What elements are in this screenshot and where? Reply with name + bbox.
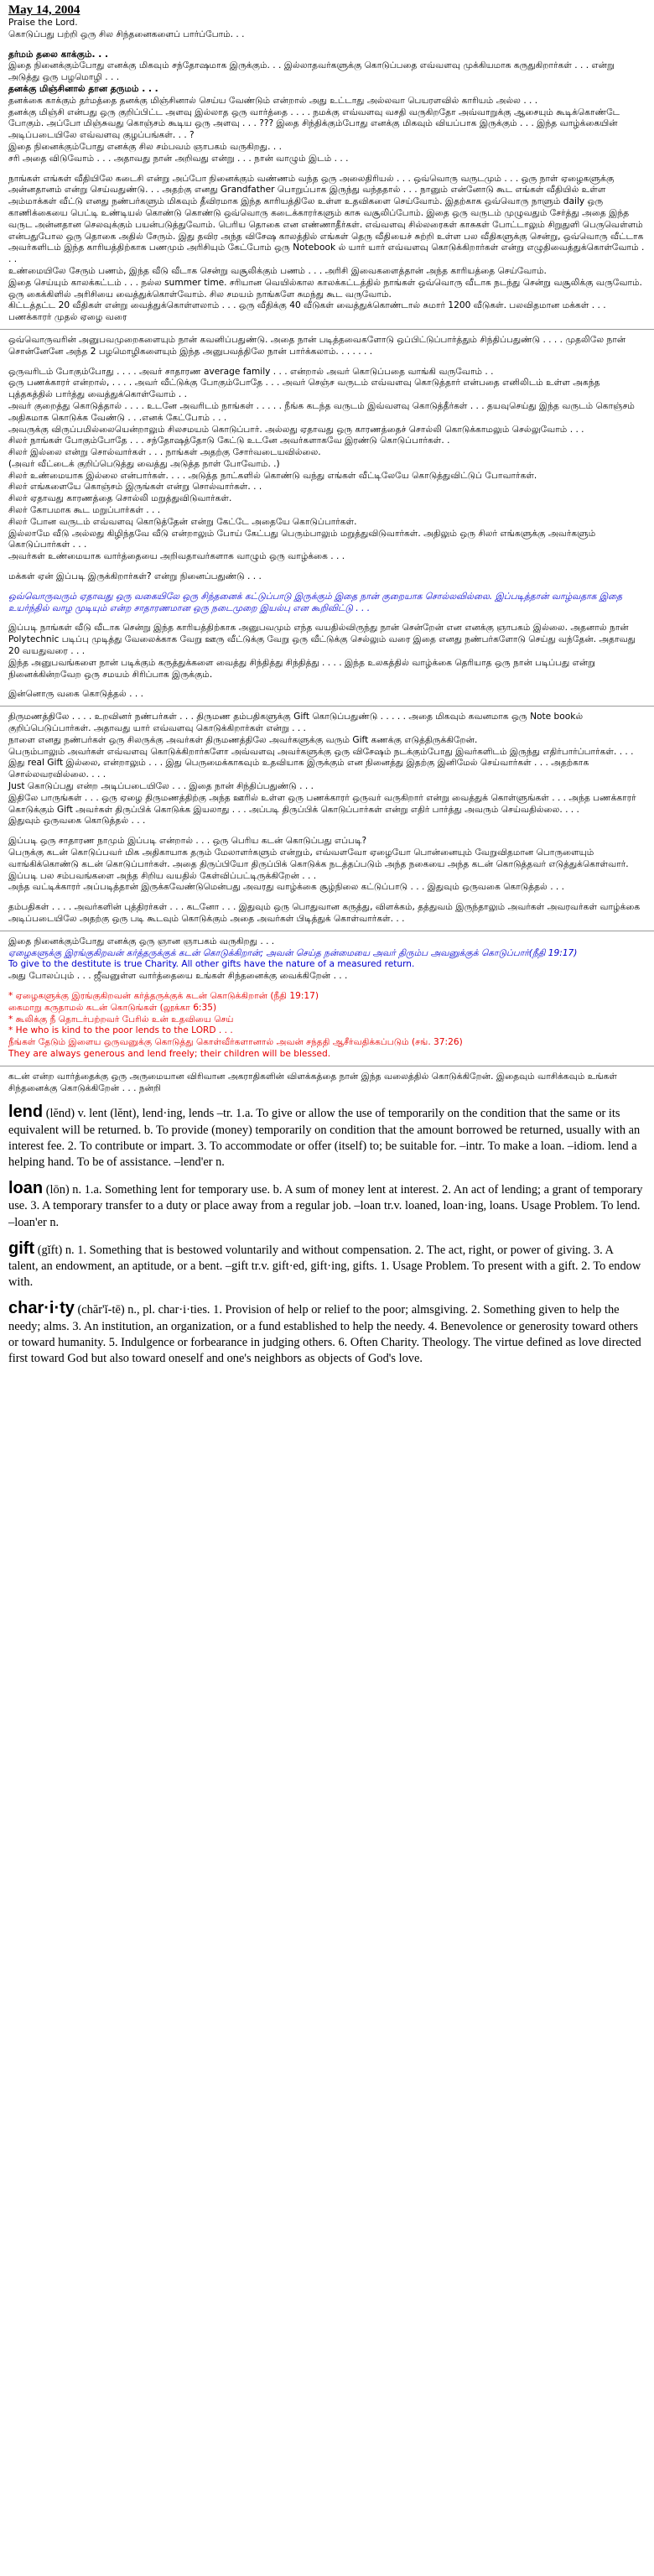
paragraph: அது போலப்பும் . . . ஜீவனுள்ள வார்த்தையை உங்கள் சிந்தனைக்கு வைக்கிறேன் . . .: [8, 971, 348, 982]
entry-headword: char·i·ty: [8, 1299, 75, 1318]
spacer: [0, 983, 654, 991]
paragraph: நாங்கள் எங்கள் வீதியிலே கடைசி என்று அப்போ நினைக்கும் வண்ணம் வந்த ஒரு அலைதிரியல் . . . ஒவ்வொரு வருடமும் . . . ஒரு நாள் ஏழைகளுக்கு அன்னதானம் என்று செய்வதுண்டு. . . அதற்கு எனது Grandfather பொறுப்பாக இருந்து வந்ததால் . . . நானும் என்னோடு கூட எங்கள் வீதியில் உள்ள அம்மாக்கள் வீட்டு எனது நண்பர்களும் மிகவும் தீவிரமாக இந்த காரியத்திலே உள்ள உதவிகளை செய்வோம். இதற்காக ஒவ்வொரு நாளும் daily ஒரு காணிக்கையை பெட்டி உண்டியல் கொண்டு கொண்டு ஒவ்வொரு கடைக்காரர்களும் காசு வசூலிப்போம். இதை ஒரு வருடம் முழுவதும் சேர்த்து அதை இந்த வருட அன்னதான செலவுக்கும் பயன்படுத்துவோம். பெரிய தொகை என எண்ணாதீர்கள். எவ்வளவு சில்லரைகள் காசுகள் போட்டாலும் சிறுதுளி பெருவெள்ளம் என்பதுபோல ஒரு தொகை அதில் சேரும். இது தவிர அந்த விசேஷ காலத்தில் எங்கள் தெரு வீதியைச் சுற்றி உள்ள பல வீதிகளுக்கு சென்று, ஒவ்வொரு வீட்டாக அவர்களிடம் இந்த காரியத்திற்காக பணமும் அரிசியும் கேட்போம் ஒரு Notebook ல் யார் யார் எவ்வளவு கொடுக்கிறார்கள் என்று எழுதிவைத்துக்கொள்வோம் . . . உண்மையிலே சேரும் பணம், இந்த வீடு வீடாக சென்று வசூலிக்கும் பணம் . . . அரிசி இவைகளைத்தான் அந்த காரியத்தை செய்வோம். இதை செய்யும் காலக்கட்டம் . . . நல்ல summer time. சரியான வெயில்கால காலக்கட்டத்தில் நாங்கள் ஒவ்வொரு வீடாக நடந்து சென்று வசூலிக்கு வருவோம். ஒரு கைக்கிளில் அரிசியை வைத்துக்கொள்வோம். சில சமயம் நாங்களே சுமந்து கூட வருவோம். கிட்டத்தட்ட 20 வீதிகள் என்று வைத்துக்கொள்ளலாம் . . . ஒரு வீதிக்கு 40 வீடுகள் வைத்துக்கொண்டால் சுமார் 1200 வீடுகள். பலவிதமான மக்கள் . . . பணக்காரர் முதல் ஏழை வரை: [8, 173, 645, 323]
paragraph: Praise the Lord. கொடுப்பது பற்றி ஒரு சில சிந்தனைகளைப் பார்ப்போம். . .: [8, 18, 245, 39]
scripture-list: * ஏழைகளுக்கு இரங்குகிறவன் கர்த்தருக்குக் கடன் கொடுக்கிறான் (நீதி 19:17) கைமாறு கருதாமல் கடன் கொடுங்கள் (லூக்கா 6:35) * கூலிக்கு நீ தொடர்பற்றவர் பேரில் உன் உதவியை செய் * He who is kind to the poor lends to the LORD . . . நீங்கள் தேடும் இளைய ஒருவனுக்கு கொடுத்து கொள்வீர்களானால் அவன் சந்ததி ஆசீர்வதிக்கப்படும் (சங். 37:26) They are always generous and lend freely; their children will be blessed.: [8, 990, 463, 1059]
entry-definition: (lōn) n. 1.a. Something lent for temporary use. b. A sum of money lent at interest. 2. An act of lending; a grant of temporary use. 3. A temporary transfer to a duty or place away from a regular job. –loan tr.v. loaned, loan·ing, loans. Usage Problem. To lend. –loan'er n.: [8, 1183, 643, 1229]
paragraph: ஒருவரிடம் போகும்போது . . . . அவர் சாதாரண average family . . . என்றால் அவர் கொடுப்பதை வாங்கி வருவோம் . . ஒரு பணக்காரர் என்றால், . . . . அவர் வீட்டுக்கு போகும்போதே . . . அவர் செஞ்ச வருடம் எவ்வளவு கொடுத்தார் என்பதை எனிலிடம் உள்ள அகந்த புத்தகத்தில் பார்த்து வைத்துக்கொள்வோம் . . அவர் குறைத்து கொடுத்தால் . . . . உடனே அவரிடம் நாங்கள் . . . . . நீங்க கடந்த வருடம் இவ்வளவு கொடுத்தீர்கள் . . . தயவுசெய்து இந்த வருடம் கொஞ்சம் அதிகமாக கொடுக்க வேண்டு . . .எனக் கேட்போம் . . . அவருக்கு விருப்பமில்லையென்றாலும் சிலசமயம் கொடுப்பார். அல்லது ஏதாவது ஒரு காரணத்தைச் சொல்லி கொடுக்காமலும் செல்லுவோம் . . . சிலர் நாங்கள் போகும்போதே . . . சந்தோஷத்தோடு கேட்டு உடனே அவர்களாகவே இரண்டு கொடுப்பார்கள். . சிலர் இல்லை என்று சொல்வார்கள் . . . நாங்கள் அதற்கு சோர்வடையவில்லை. (அவர் வீட்டைக் குறிப்பெடுத்து வைத்து அடுத்த நாள் போவோம். .) சிலர் உண்மையாக இல்லை என்பார்கள். . . . அடுத்த நாட்களில் கொண்டு வந்து எங்கள் வீட்டிலேயே கொடுத்துவிட்டுப் போவார்கள். சிலர் எங்களையே கொஞ்சம் இருங்கள் என்று சொல்வார்கள். . . சிலர் ஏதாவது காரணத்தை சொல்லி மறுத்துவிடுவார்கள். சிலர் கோபமாக கூட மறுப்பார்கள் . . . சிலர் போன வருடம் எவ்வளவு கொடுத்தேன் என்று கேட்டே அதையே கொடுப்பார்கள். இல்லாமே வீடு அல்லது கிழிந்தவே வீடு என்றாலும் போய் கேட்பது பெரும்பாலும் மறுத்துவிடுவார்கள். அதிலும் ஒரு சிலர் எங்களுக்கு அவர்களும் கொடுப்பார்கள் . . . அவர்கள் உண்மையாக வார்த்தையை அறிவதாவர்களாக வாழும் ஒரு வாழ்க்கை . . .: [8, 366, 635, 562]
paragraph: கடன் என்ற வார்த்தைக்கு ஒரு அருமையான விரிவான அகராதிகளின் விளக்கத்தை நான் இந்த வலைத்தில் கொடுக்கிறேன். இதைவும் வாசிக்கவும் உங்கள் சிந்தனைக்கு கொடுக்கிறேன் . . . நன்றி: [8, 1071, 617, 1093]
paragraph: ஒவ்வொருவரின் அனுபவமுறைகளையும் நான் கவனிப்பதுண்டு. அதை நான் படித்தவைகளோடு ஒப்பிட்டுப்பார்த்தும் சிந்திப்பதுண்டு . . . . முதலிலே நான் சொன்னேனே அந்த 2 பழமொழிகளையும் இந்த அனுபவத்திலே நான் பார்க்கலாம். . . . . . .: [8, 334, 626, 357]
spacer: [0, 827, 654, 836]
paragraph: இதை நினைக்கும்போது எனக்கு மிகவும் சந்தோஷமாக இருக்கும். . . இல்லாதவர்களுக்கு கொடுப்பதை எவ்வளவு முக்கியமாக கருதுகிறார்கள் . . . என்று அடுத்து ஒரு பழமொழி . . .: [8, 60, 615, 83]
paragraph: இப்படி ஒரு சாதாரண நாமும் இப்படி என்றால் . . . ஒரு பெரிய கடன் கொடுப்பது எப்படி? பெருக்கு கடன் கொடுப்பவர் மிக அதிகாயாக தரும் மேலாளர்களும் என்றும், எவ்வளவோ ஏழையோ பொன்னையும் வேறுவிதமான பொருளையும் வாங்கிக்கொண்டு கடன் கொடுப்பார்கள். அதை திருப்பியோ திருப்பிக் கொடுக்க நடத்தப்படும் அந்த நகையை அந்த கடன் கொடுத்தவர் எடுத்துக்கொள்வார். இப்படி பல சம்பவங்களை அந்த சிறிய வயதில் கேள்விப்பட்டிருக்கிறேன் . . . அந்த வட்டிக்காரர் அப்படித்தான் இருக்கவேண்டுமென்பது அவரது வாழ்க்கை சூழ்நிலை கட்டுப்பாடு . . . இதுவும் ஒருவகை கொடுத்தல் . . .: [8, 836, 629, 893]
spacer: [0, 358, 654, 367]
paragraph: தனக்கை காக்கும் தர்மத்தை தனக்கு மிஞ்சினால் செய்ய வேண்டும் என்றால் அது உட்டாது அல்லவா பெயரளவில் காரியம் அல்ல . . . தனக்கு மிஞ்சி என்பது ஒரு குறிப்பிட்ட அளவு இல்லாத ஒரு வார்த்தை . . . . நமக்கு எவ்வளவு வசதி வருகிறதோ அவ்வாறுக்கு ஆசையும் கூடிக்கொண்டே போகும். அப்போ மிஞ்சுவது கொஞ்சம் கூடிய ஒரு அளவு . . . ??? இதை சிந்திக்கும்போது எனக்கு மிகவும் வியப்பாக இருக்கும் . . . இந்த வாழ்க்கையின் அடிப்படையிலே எவ்வளவு குழப்பங்கள். . . ? இதை நினைக்கும்போது எனக்கு சில சம்பவம் ஞாபகம் வருகிறது. . . சரி அதை விடுவோம் . . . அதாவது நான் அறிவது என்று . . . நான் வாழும் இடம் . . .: [8, 95, 620, 164]
entry-headword: gift: [8, 1238, 35, 1258]
dictionary-entry: [8, 1301, 646, 1367]
proverb-heading: தர்மம் தலை காக்கும். . .: [8, 49, 108, 60]
entry-headword: lend: [8, 1103, 44, 1122]
paragraph: இதை நினைக்கும்போது எனக்கு ஒரு ஞான ஞாபகம் வருகிறது . . .: [8, 936, 275, 946]
spacer: [0, 583, 654, 592]
entry-definition: (lĕnd) v. lent (lĕnt), lend·ing, lends –tr. 1.a. To give or allow the use of temporarily on the condition that the same or its equivalent will be returned. b. To provide (money) temporarily on condition that the amount borrowed be returned, usually with an interest fee. 2. To contribute or impart. 3. To accommodate or offer (itself) to; be suitable for. –intr. To make a loan. –idiom. lend a helping hand. To be of assistance. –lend'er n.: [8, 1107, 641, 1169]
spacer: [0, 165, 654, 174]
post-body: [0, 18, 654, 1094]
highlight-text: ஏழைகளுக்கு இரங்குகிறவன் கர்த்தருக்குக் கடன் கொடுக்கிறான்; அவன் செய்த நன்மையை அவர் திரும்ப அவனுக்குக் கொடுப்பார்(நீதி 19:17): [8, 947, 578, 958]
spacer: [0, 563, 654, 571]
proverb-heading: தனக்கு மிஞ்சினால் தான தருமம் . . .: [8, 83, 158, 94]
spacer: [0, 614, 654, 623]
entry-headword: loan: [8, 1179, 44, 1198]
section-divider: [0, 706, 654, 707]
dictionary-section: [0, 1104, 654, 1367]
paragraph: தம்பதிகள் . . . . அவர்களின் புத்திரர்கள் . . . கடனோ . . . இதுவும் ஒரு பொதுவான கருத்து, விளக்கம், தத்துவம் இருந்தாலும் அவர்கள் அவரவர்கள் வாழ்க்கை அடிப்படையிலே அதற்கு ஒரு படி கூடவும் கொடுக்கும் அதை அவர்கள் பிடித்துக் கொள்வார்கள். . .: [8, 902, 641, 924]
post-date: May 14, 2004: [8, 3, 80, 17]
entry-definition: (chăr'ĭ-tē) n., pl. char·i·ties. 1. Provision of help or relief to the poor; almsgiving. 2. Something given to help the needy; alms. 3. An institution, an organization, or a fund established to help the needy. 4. Benevolence or generosity toward others or toward humanity. 5. Indulgence or forbearance in judging others. 6. Often Charity. Theology. The virtue defined as love directed first toward God but also toward oneself and one's neighbors as objects of God's love.: [8, 1303, 641, 1365]
paragraph: இன்னொரு வகை கொடுத்தல் . . .: [8, 689, 143, 700]
highlight-text: To give to the destitute is true Charity. All other gifts have the nature of a measured return.: [8, 959, 415, 970]
spacer: [0, 41, 654, 50]
paragraph: திருமணத்திலே . . . . உறவினர் நண்பர்கள் . . . திருமண தம்பதிகளுக்கு Gift கொடுப்பதுண்டு . . . . . அதை மிகவும் கவனமாக ஒரு Note bookல் குறிப்பெடுப்பார்கள். அதாவது யார் எவ்வளவு கொடுக்கிறார்கள் என்று . . . நாளை எனது நண்பர்கள் ஒரு சிலருக்கு அவர்கள் திருமணத்திலே அவர்களுக்கு வரும் Gift கணக்கு எடுத்திருக்கிறேன். பெரும்பாலும் அவர்கள் எவ்வளவு கொடுக்கிறார்களோ அவ்வளவு அவர்களுக்கு ஒரு விசேஷம் நடக்கும்போது இவர்களிடம் இருந்து எதிர்பார்ப்பார்கள். . . . இது real Gift இல்லை, என்றாலும் . . . இது பெருமைக்காகவும் உதவியாக இருக்கும் என நினைத்து இதற்கு இனிமேல் செய்வார்கள் . . . அதற்காக சொல்லவரவில்லை. . . . Just கொடுப்பது என்ற அடிப்படையிலே . . . இதை நான் சிந்திப்பதுண்டு . . . இதிலே பாருங்கள் . . . ஒரு ஏழை திருமணத்திற்கு அந்த ஊரில் உள்ள ஒரு பணக்காரர் ஒருவர் வருகிறார் என்று வைத்துக் கொள்ளுங்கள் . . . அந்த பணக்காரர் கொடுக்கும் Gift அவர்கள் திருப்பிக் கொடுக்க இயலாது . . . அப்படி திருப்பிக் கொடுப்பார்கள் என்று எதிர் பார்த்து அவரும் செய்வதில்லை. . . . இதுவும் ஒருவகை கொடுத்தல் . . .: [8, 712, 636, 827]
paragraph: இப்படி நாங்கள் வீடு வீடாக சென்று இந்த காரியத்திற்காக அனுபவமும் எந்த வயதில்விருந்து நான் சென்றேன் என எனக்கு ஞாபகம் இல்லை. அதனால் நான் Polytechnic படிப்பு முடித்து வேலைக்காக வேறு ஊரு வீட்டுக்கு வேறு ஒரு வீட்டுக்கு செல்லும் வரை இதை எனது நண்பர்களோடு செய்து வந்தேன். அதாவது 20 வயதுவரை . . . இந்த அனுபவங்களை நான் படிக்கும் கருத்துக்களை வைத்து சிந்தித்து சிந்தித்து . . . . இந்த உலகத்தில் வாழ்க்கை தெரியாத ஒரு நான் படிப்பது என்று நினைக்கின்றவேற ஒரு சமயம் சிரிப்பாக இருக்கும்.: [8, 623, 636, 680]
dictionary-entry: [8, 1104, 646, 1171]
dictionary-entry: [8, 1238, 646, 1291]
section-divider: [0, 329, 654, 330]
dictionary-entry: [8, 1181, 646, 1231]
highlight-text: ஒவ்வொருவரும் ஏதாவது ஒரு வகையிலே ஒரு சிந்தனைக் கட்டுப்பாடு இருக்கும் இதை நான் குறையாக சொல்லவில்லை. இப்படித்தான் வாழ்வதாக இதை உயர்ந்தில் வாழ முடியும் என்ற சாதாரணமான ஒரு நடைமுறை இயல்பு என கூறிவிட்டு . . .: [8, 591, 623, 613]
entry-definition: (gĭft) n. 1. Something that is bestowed voluntarily and without compensation. 2. The act, right, or power of giving. 3. A talent, an endowment, an aptitude, or a bent. –gift tr.v. gift·ed, gift·ing, gifts. 1. Usage Problem. To present with a gift. 2. To endow with.: [8, 1243, 641, 1290]
spacer: [0, 894, 654, 902]
spacer: [0, 681, 654, 689]
paragraph: மக்கள் ஏன் இப்படி இருக்கிறார்கள்? என்று நினைப்பதுண்டு . . .: [8, 571, 262, 582]
